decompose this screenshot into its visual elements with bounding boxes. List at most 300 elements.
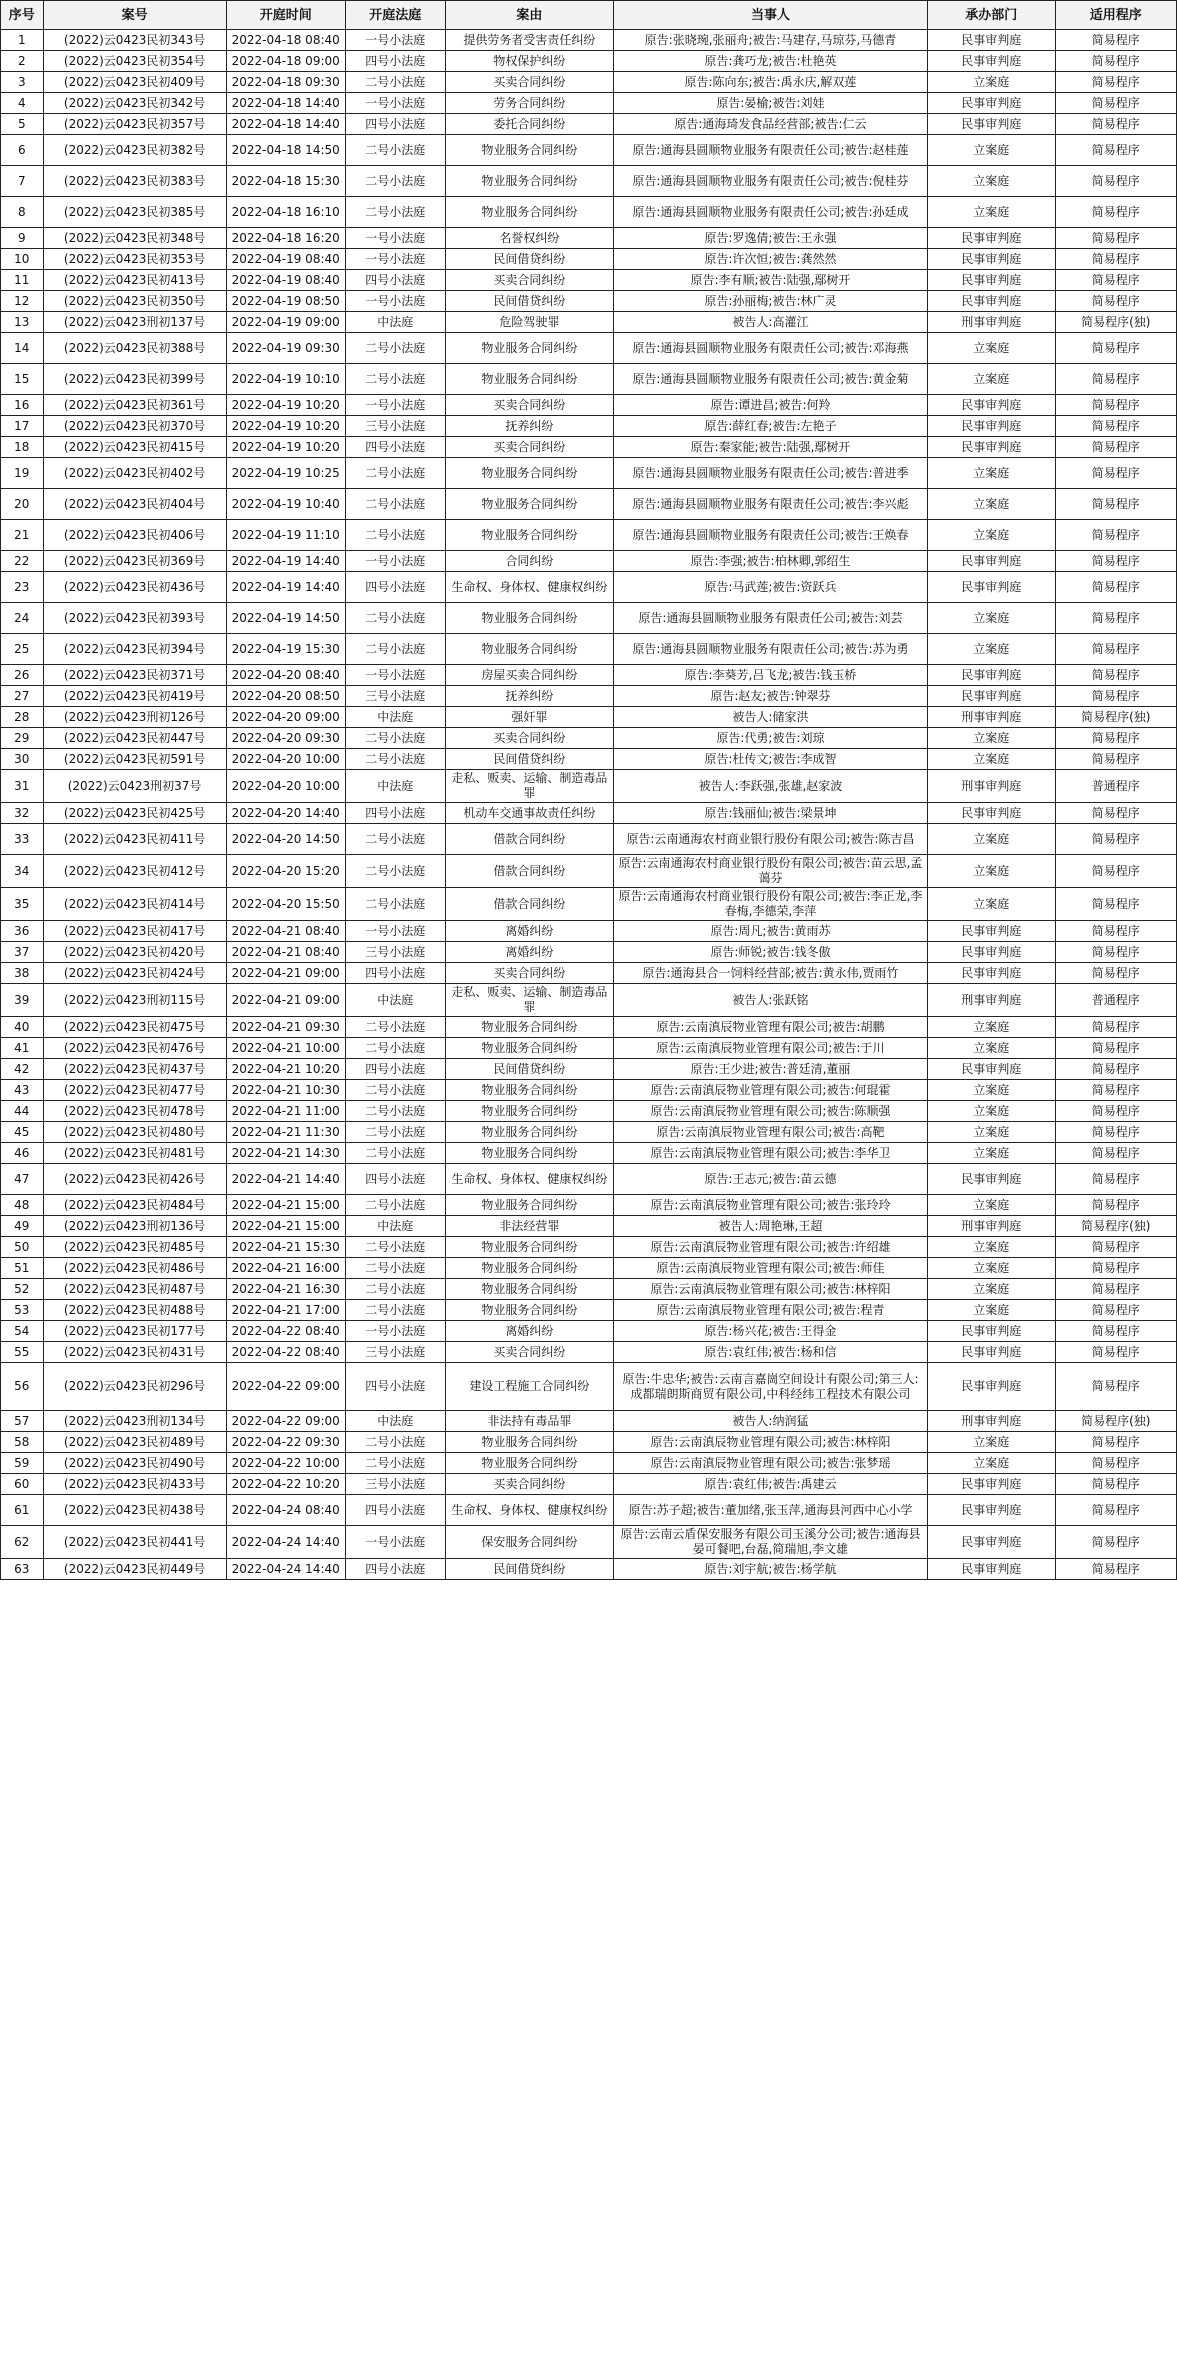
cell-department: 立案庭 [927, 634, 1055, 665]
cell-parties: 原告:李葵芳,吕飞龙;被告:钱玉桥 [613, 665, 927, 686]
table-row [1, 551, 1177, 572]
cell-courtroom: 二号小法庭 [345, 888, 445, 921]
table-row [1, 291, 1177, 312]
cell-procedure: 简易程序 [1055, 1432, 1176, 1453]
cell-index: 30 [1, 749, 44, 770]
cell-department: 立案庭 [927, 1237, 1055, 1258]
cell-hearing-time: 2022-04-18 09:30 [226, 72, 345, 93]
table-row [1, 1164, 1177, 1195]
cell-parties: 原告:通海琦发食品经营部;被告:仁云 [613, 114, 927, 135]
cell-procedure: 简易程序 [1055, 728, 1176, 749]
cell-cause: 物业服务合同纠纷 [445, 166, 613, 197]
table-row [1, 30, 1177, 51]
cell-parties: 原告:云南通海农村商业银行股份有限公司;被告:苗云思,孟蔼芬 [613, 855, 927, 888]
cell-case-number: (2022)云0423民初475号 [43, 1017, 226, 1038]
cell-cause: 强奸罪 [445, 707, 613, 728]
table-row [1, 1122, 1177, 1143]
table-row [1, 72, 1177, 93]
cell-hearing-time: 2022-04-19 10:20 [226, 416, 345, 437]
cell-cause: 民间借贷纠纷 [445, 249, 613, 270]
cell-courtroom: 二号小法庭 [345, 728, 445, 749]
cell-cause: 物业服务合同纠纷 [445, 603, 613, 634]
cell-procedure: 简易程序 [1055, 572, 1176, 603]
cell-department: 立案庭 [927, 855, 1055, 888]
cell-courtroom: 一号小法庭 [345, 93, 445, 114]
cell-parties: 原告:谭进昌;被告:何羚 [613, 395, 927, 416]
cell-cause: 物权保护纠纷 [445, 51, 613, 72]
cell-courtroom: 二号小法庭 [345, 603, 445, 634]
cell-index: 21 [1, 520, 44, 551]
cell-case-number: (2022)云0423民初414号 [43, 888, 226, 921]
cell-procedure: 简易程序 [1055, 921, 1176, 942]
cell-department: 立案庭 [927, 1143, 1055, 1164]
cell-case-number: (2022)云0423民初394号 [43, 634, 226, 665]
table-row [1, 228, 1177, 249]
table-row [1, 984, 1177, 1017]
cell-hearing-time: 2022-04-20 08:50 [226, 686, 345, 707]
cell-parties: 原告:通海县圆顺物业服务有限责任公司;被告:刘芸 [613, 603, 927, 634]
cell-department: 民事审判庭 [927, 437, 1055, 458]
cell-courtroom: 二号小法庭 [345, 1432, 445, 1453]
cell-cause: 房屋买卖合同纠纷 [445, 665, 613, 686]
cell-department: 立案庭 [927, 1432, 1055, 1453]
cell-hearing-time: 2022-04-21 15:00 [226, 1195, 345, 1216]
cell-index: 19 [1, 458, 44, 489]
cell-courtroom: 二号小法庭 [345, 824, 445, 855]
cell-courtroom: 四号小法庭 [345, 1495, 445, 1526]
cell-cause: 物业服务合同纠纷 [445, 1300, 613, 1321]
cell-courtroom: 三号小法庭 [345, 686, 445, 707]
cell-index: 46 [1, 1143, 44, 1164]
cell-index: 50 [1, 1237, 44, 1258]
cell-hearing-time: 2022-04-21 11:00 [226, 1101, 345, 1122]
cell-index: 28 [1, 707, 44, 728]
cell-index: 49 [1, 1216, 44, 1237]
cell-courtroom: 一号小法庭 [345, 921, 445, 942]
cell-cause: 物业服务合同纠纷 [445, 489, 613, 520]
table-row [1, 963, 1177, 984]
cell-hearing-time: 2022-04-18 14:40 [226, 93, 345, 114]
cell-index: 57 [1, 1411, 44, 1432]
cell-courtroom: 一号小法庭 [345, 228, 445, 249]
cell-cause: 走私、贩卖、运输、制造毒品罪 [445, 770, 613, 803]
cell-department: 民事审判庭 [927, 1526, 1055, 1559]
cell-case-number: (2022)云0423民初425号 [43, 803, 226, 824]
cell-cause: 生命权、身体权、健康权纠纷 [445, 572, 613, 603]
cell-case-number: (2022)云0423民初487号 [43, 1279, 226, 1300]
cell-case-number: (2022)云0423民初411号 [43, 824, 226, 855]
cell-hearing-time: 2022-04-19 09:30 [226, 333, 345, 364]
cell-parties: 原告:马武莲;被告:资跃兵 [613, 572, 927, 603]
table-row [1, 1342, 1177, 1363]
cell-cause: 买卖合同纠纷 [445, 963, 613, 984]
cell-case-number: (2022)云0423民初433号 [43, 1474, 226, 1495]
cell-case-number: (2022)云0423民初480号 [43, 1122, 226, 1143]
cell-hearing-time: 2022-04-20 09:30 [226, 728, 345, 749]
cell-department: 立案庭 [927, 1017, 1055, 1038]
cell-index: 2 [1, 51, 44, 72]
cell-cause: 物业服务合同纠纷 [445, 1258, 613, 1279]
cell-procedure: 简易程序 [1055, 228, 1176, 249]
cell-department: 立案庭 [927, 1279, 1055, 1300]
cell-procedure: 简易程序 [1055, 458, 1176, 489]
cell-department: 民事审判庭 [927, 921, 1055, 942]
cell-cause: 物业服务合同纠纷 [445, 135, 613, 166]
cell-department: 立案庭 [927, 603, 1055, 634]
cell-cause: 物业服务合同纠纷 [445, 1195, 613, 1216]
cell-cause: 生命权、身体权、健康权纠纷 [445, 1495, 613, 1526]
cell-courtroom: 二号小法庭 [345, 364, 445, 395]
cell-parties: 原告:王少进;被告:普廷清,董丽 [613, 1059, 927, 1080]
cell-cause: 物业服务合同纠纷 [445, 1017, 613, 1038]
cell-case-number: (2022)云0423民初177号 [43, 1321, 226, 1342]
cell-courtroom: 二号小法庭 [345, 1237, 445, 1258]
cell-department: 刑事审判庭 [927, 312, 1055, 333]
cell-case-number: (2022)云0423民初357号 [43, 114, 226, 135]
cell-case-number: (2022)云0423民初393号 [43, 603, 226, 634]
cell-department: 立案庭 [927, 1101, 1055, 1122]
cell-parties: 原告:赵友;被告:钟翠芬 [613, 686, 927, 707]
cell-index: 6 [1, 135, 44, 166]
cell-case-number: (2022)云0423刑初115号 [43, 984, 226, 1017]
cell-courtroom: 二号小法庭 [345, 166, 445, 197]
cell-hearing-time: 2022-04-21 14:30 [226, 1143, 345, 1164]
cell-index: 26 [1, 665, 44, 686]
cell-parties: 原告:孙丽梅;被告:林广灵 [613, 291, 927, 312]
cell-parties: 原告:通海县圆顺物业服务有限责任公司;被告:苏为勇 [613, 634, 927, 665]
cell-procedure: 简易程序 [1055, 291, 1176, 312]
cell-parties: 原告:杜传文;被告:李成智 [613, 749, 927, 770]
cell-parties: 原告:通海县圆顺物业服务有限责任公司;被告:邓海燕 [613, 333, 927, 364]
cell-index: 58 [1, 1432, 44, 1453]
table-row [1, 197, 1177, 228]
cell-procedure: 简易程序 [1055, 1526, 1176, 1559]
cell-hearing-time: 2022-04-19 10:25 [226, 458, 345, 489]
cell-department: 刑事审判庭 [927, 1411, 1055, 1432]
table-row [1, 1453, 1177, 1474]
cell-courtroom: 四号小法庭 [345, 963, 445, 984]
cell-hearing-time: 2022-04-21 10:00 [226, 1038, 345, 1059]
cell-department: 民事审判庭 [927, 686, 1055, 707]
cell-procedure: 简易程序 [1055, 634, 1176, 665]
cell-department: 民事审判庭 [927, 1559, 1055, 1580]
table-row [1, 855, 1177, 888]
cell-department: 民事审判庭 [927, 963, 1055, 984]
cell-case-number: (2022)云0423刑初37号 [43, 770, 226, 803]
cell-department: 立案庭 [927, 1453, 1055, 1474]
cell-parties: 原告:通海县合一饲料经营部;被告:黄永伟,贾雨竹 [613, 963, 927, 984]
cell-parties: 原告:李有顺;被告:陆强,鄢树开 [613, 270, 927, 291]
cell-hearing-time: 2022-04-19 09:00 [226, 312, 345, 333]
cell-index: 56 [1, 1363, 44, 1411]
cell-cause: 离婚纠纷 [445, 921, 613, 942]
cell-department: 立案庭 [927, 1195, 1055, 1216]
cell-department: 民事审判庭 [927, 1164, 1055, 1195]
header-parties: 当事人 [613, 1, 927, 30]
cell-index: 62 [1, 1526, 44, 1559]
cell-courtroom: 四号小法庭 [345, 572, 445, 603]
cell-parties: 原告:龚巧龙;被告:杜艳英 [613, 51, 927, 72]
cell-parties: 原告:晏榆;被告:刘娃 [613, 93, 927, 114]
cell-department: 立案庭 [927, 749, 1055, 770]
cell-index: 37 [1, 942, 44, 963]
cell-cause: 保安服务合同纠纷 [445, 1526, 613, 1559]
cell-courtroom: 四号小法庭 [345, 803, 445, 824]
cell-procedure: 简易程序 [1055, 1143, 1176, 1164]
table-row [1, 803, 1177, 824]
cell-procedure: 简易程序 [1055, 1101, 1176, 1122]
cell-courtroom: 二号小法庭 [345, 1195, 445, 1216]
table-row [1, 1017, 1177, 1038]
cell-index: 27 [1, 686, 44, 707]
cell-case-number: (2022)云0423刑初137号 [43, 312, 226, 333]
cell-parties: 原告:杨兴花;被告:王得金 [613, 1321, 927, 1342]
cell-index: 61 [1, 1495, 44, 1526]
cell-parties: 原告:云南通海农村商业银行股份有限公司;被告:李正龙,李春梅,李德荣,李萍 [613, 888, 927, 921]
cell-parties: 原告:周凡;被告:黄雨苏 [613, 921, 927, 942]
cell-parties: 原告:云南滇辰物业管理有限公司;被告:何琨霍 [613, 1080, 927, 1101]
cell-case-number: (2022)云0423民初436号 [43, 572, 226, 603]
cell-department: 立案庭 [927, 520, 1055, 551]
cell-hearing-time: 2022-04-19 08:40 [226, 270, 345, 291]
cell-department: 民事审判庭 [927, 291, 1055, 312]
cell-cause: 走私、贩卖、运输、制造毒品罪 [445, 984, 613, 1017]
cell-procedure: 简易程序 [1055, 1453, 1176, 1474]
cell-cause: 买卖合同纠纷 [445, 72, 613, 93]
cell-index: 9 [1, 228, 44, 249]
cell-parties: 被告人:周艳琳,王超 [613, 1216, 927, 1237]
table-row [1, 1559, 1177, 1580]
cell-hearing-time: 2022-04-19 08:50 [226, 291, 345, 312]
cell-cause: 买卖合同纠纷 [445, 1474, 613, 1495]
table-row [1, 1363, 1177, 1411]
cell-parties: 原告:袁红伟;被告:杨和信 [613, 1342, 927, 1363]
cell-courtroom: 中法庭 [345, 707, 445, 728]
cell-procedure: 简易程序 [1055, 1059, 1176, 1080]
cell-cause: 物业服务合同纠纷 [445, 1038, 613, 1059]
cell-parties: 原告:代勇;被告:刘琼 [613, 728, 927, 749]
cell-courtroom: 二号小法庭 [345, 1080, 445, 1101]
cell-case-number: (2022)云0423民初485号 [43, 1237, 226, 1258]
table-row [1, 333, 1177, 364]
cell-courtroom: 二号小法庭 [345, 634, 445, 665]
cell-cause: 买卖合同纠纷 [445, 270, 613, 291]
cell-courtroom: 二号小法庭 [345, 1300, 445, 1321]
cell-parties: 被告人:张跃铭 [613, 984, 927, 1017]
cell-courtroom: 四号小法庭 [345, 51, 445, 72]
table-row [1, 665, 1177, 686]
table-row [1, 634, 1177, 665]
cell-parties: 原告:秦家能;被告:陆强,鄢树开 [613, 437, 927, 458]
cell-cause: 劳务合同纠纷 [445, 93, 613, 114]
cell-cause: 提供劳务者受害责任纠纷 [445, 30, 613, 51]
cell-procedure: 简易程序 [1055, 1237, 1176, 1258]
table-row [1, 824, 1177, 855]
cell-courtroom: 一号小法庭 [345, 291, 445, 312]
cell-index: 8 [1, 197, 44, 228]
cell-case-number: (2022)云0423民初383号 [43, 166, 226, 197]
cell-cause: 物业服务合同纠纷 [445, 333, 613, 364]
cell-hearing-time: 2022-04-21 09:00 [226, 984, 345, 1017]
table-row [1, 135, 1177, 166]
cell-cause: 离婚纠纷 [445, 942, 613, 963]
cell-parties: 原告:通海县圆顺物业服务有限责任公司;被告:普进季 [613, 458, 927, 489]
cell-parties: 原告:云南滇辰物业管理有限公司;被告:林梓阳 [613, 1432, 927, 1453]
cell-hearing-time: 2022-04-18 15:30 [226, 166, 345, 197]
cell-case-number: (2022)云0423民初486号 [43, 1258, 226, 1279]
cell-case-number: (2022)云0423民初342号 [43, 93, 226, 114]
cell-cause: 物业服务合同纠纷 [445, 1279, 613, 1300]
table-row [1, 770, 1177, 803]
cell-procedure: 简易程序 [1055, 686, 1176, 707]
table-row [1, 416, 1177, 437]
cell-procedure: 简易程序 [1055, 197, 1176, 228]
cell-cause: 合同纠纷 [445, 551, 613, 572]
cell-cause: 买卖合同纠纷 [445, 437, 613, 458]
header-hearing-time: 开庭时间 [226, 1, 345, 30]
cell-case-number: (2022)云0423民初431号 [43, 1342, 226, 1363]
cell-department: 民事审判庭 [927, 114, 1055, 135]
table-row [1, 364, 1177, 395]
cell-index: 11 [1, 270, 44, 291]
cell-parties: 原告:云南通海农村商业银行股份有限公司;被告:陈吉昌 [613, 824, 927, 855]
cell-case-number: (2022)云0423民初354号 [43, 51, 226, 72]
cell-courtroom: 四号小法庭 [345, 1164, 445, 1195]
cell-parties: 原告:王志元;被告:苗云德 [613, 1164, 927, 1195]
cell-hearing-time: 2022-04-18 14:40 [226, 114, 345, 135]
header-case-number: 案号 [43, 1, 226, 30]
cell-procedure: 简易程序 [1055, 437, 1176, 458]
cell-hearing-time: 2022-04-22 08:40 [226, 1342, 345, 1363]
cell-cause: 生命权、身体权、健康权纠纷 [445, 1164, 613, 1195]
cell-hearing-time: 2022-04-19 08:40 [226, 249, 345, 270]
table-row [1, 1080, 1177, 1101]
table-row [1, 1432, 1177, 1453]
table-row [1, 1038, 1177, 1059]
cell-case-number: (2022)云0423民初399号 [43, 364, 226, 395]
cell-procedure: 普通程序 [1055, 984, 1176, 1017]
cell-hearing-time: 2022-04-18 16:10 [226, 197, 345, 228]
cell-hearing-time: 2022-04-21 15:00 [226, 1216, 345, 1237]
cell-index: 1 [1, 30, 44, 51]
cell-case-number: (2022)云0423民初481号 [43, 1143, 226, 1164]
cell-index: 15 [1, 364, 44, 395]
cell-courtroom: 三号小法庭 [345, 1342, 445, 1363]
cell-parties: 被告人:高灌江 [613, 312, 927, 333]
cell-hearing-time: 2022-04-24 08:40 [226, 1495, 345, 1526]
cell-index: 20 [1, 489, 44, 520]
cell-parties: 原告:云南滇辰物业管理有限公司;被告:程青 [613, 1300, 927, 1321]
table-row [1, 942, 1177, 963]
cell-parties: 原告:通海县圆顺物业服务有限责任公司;被告:倪桂芬 [613, 166, 927, 197]
cell-hearing-time: 2022-04-18 08:40 [226, 30, 345, 51]
cell-department: 立案庭 [927, 728, 1055, 749]
cell-hearing-time: 2022-04-22 09:00 [226, 1411, 345, 1432]
cell-procedure: 简易程序 [1055, 489, 1176, 520]
cell-case-number: (2022)云0423民初388号 [43, 333, 226, 364]
cell-procedure: 简易程序 [1055, 749, 1176, 770]
cell-department: 立案庭 [927, 166, 1055, 197]
cell-procedure: 简易程序(独) [1055, 707, 1176, 728]
cell-hearing-time: 2022-04-21 15:30 [226, 1237, 345, 1258]
cell-department: 民事审判庭 [927, 93, 1055, 114]
cell-department: 民事审判庭 [927, 1363, 1055, 1411]
cell-courtroom: 中法庭 [345, 770, 445, 803]
cell-index: 5 [1, 114, 44, 135]
cell-department: 刑事审判庭 [927, 770, 1055, 803]
cell-index: 43 [1, 1080, 44, 1101]
cell-case-number: (2022)云0423民初382号 [43, 135, 226, 166]
cell-case-number: (2022)云0423民初438号 [43, 1495, 226, 1526]
cell-procedure: 简易程序 [1055, 1279, 1176, 1300]
cell-hearing-time: 2022-04-19 11:10 [226, 520, 345, 551]
cell-case-number: (2022)云0423民初417号 [43, 921, 226, 942]
cell-procedure: 简易程序(独) [1055, 312, 1176, 333]
cell-case-number: (2022)云0423刑初134号 [43, 1411, 226, 1432]
cell-procedure: 简易程序 [1055, 855, 1176, 888]
cell-cause: 物业服务合同纠纷 [445, 364, 613, 395]
cell-hearing-time: 2022-04-22 08:40 [226, 1321, 345, 1342]
cell-parties: 被告人:储家洪 [613, 707, 927, 728]
cell-department: 民事审判庭 [927, 942, 1055, 963]
cell-parties: 原告:通海县圆顺物业服务有限责任公司;被告:王焕春 [613, 520, 927, 551]
cell-procedure: 简易程序 [1055, 416, 1176, 437]
cell-cause: 物业服务合同纠纷 [445, 1237, 613, 1258]
cell-courtroom: 四号小法庭 [345, 1059, 445, 1080]
table-row [1, 520, 1177, 551]
cell-parties: 原告:云南滇辰物业管理有限公司;被告:许绍雄 [613, 1237, 927, 1258]
cell-courtroom: 二号小法庭 [345, 520, 445, 551]
cell-parties: 原告:通海县圆顺物业服务有限责任公司;被告:李兴彪 [613, 489, 927, 520]
cell-cause: 借款合同纠纷 [445, 855, 613, 888]
table-row [1, 1279, 1177, 1300]
table-row [1, 1495, 1177, 1526]
cell-courtroom: 一号小法庭 [345, 249, 445, 270]
cell-index: 42 [1, 1059, 44, 1080]
cell-index: 17 [1, 416, 44, 437]
cell-parties: 原告:师锐;被告:钱冬傲 [613, 942, 927, 963]
cell-procedure: 简易程序 [1055, 333, 1176, 364]
cell-case-number: (2022)云0423民初484号 [43, 1195, 226, 1216]
cell-procedure: 简易程序 [1055, 395, 1176, 416]
cell-index: 60 [1, 1474, 44, 1495]
cell-parties: 原告:云南滇辰物业管理有限公司;被告:林梓阳 [613, 1279, 927, 1300]
cell-courtroom: 四号小法庭 [345, 437, 445, 458]
cell-hearing-time: 2022-04-20 15:50 [226, 888, 345, 921]
cell-procedure: 简易程序 [1055, 93, 1176, 114]
cell-parties: 原告:薛红春;被告:左艳子 [613, 416, 927, 437]
cell-case-number: (2022)云0423民初591号 [43, 749, 226, 770]
cell-procedure: 简易程序 [1055, 135, 1176, 166]
table-row [1, 437, 1177, 458]
cell-procedure: 简易程序 [1055, 665, 1176, 686]
cell-index: 25 [1, 634, 44, 665]
table-row [1, 1195, 1177, 1216]
cell-procedure: 简易程序(独) [1055, 1216, 1176, 1237]
cell-hearing-time: 2022-04-18 09:00 [226, 51, 345, 72]
cell-courtroom: 四号小法庭 [345, 1559, 445, 1580]
cell-courtroom: 一号小法庭 [345, 1321, 445, 1342]
cell-courtroom: 二号小法庭 [345, 333, 445, 364]
cell-index: 10 [1, 249, 44, 270]
cell-cause: 名誉权纠纷 [445, 228, 613, 249]
cell-hearing-time: 2022-04-20 15:20 [226, 855, 345, 888]
cell-parties: 原告:苏子超;被告:董加绪,张玉萍,通海县河西中心小学 [613, 1495, 927, 1526]
table-row [1, 1059, 1177, 1080]
cell-index: 52 [1, 1279, 44, 1300]
cell-department: 民事审判庭 [927, 30, 1055, 51]
cell-case-number: (2022)云0423民初490号 [43, 1453, 226, 1474]
